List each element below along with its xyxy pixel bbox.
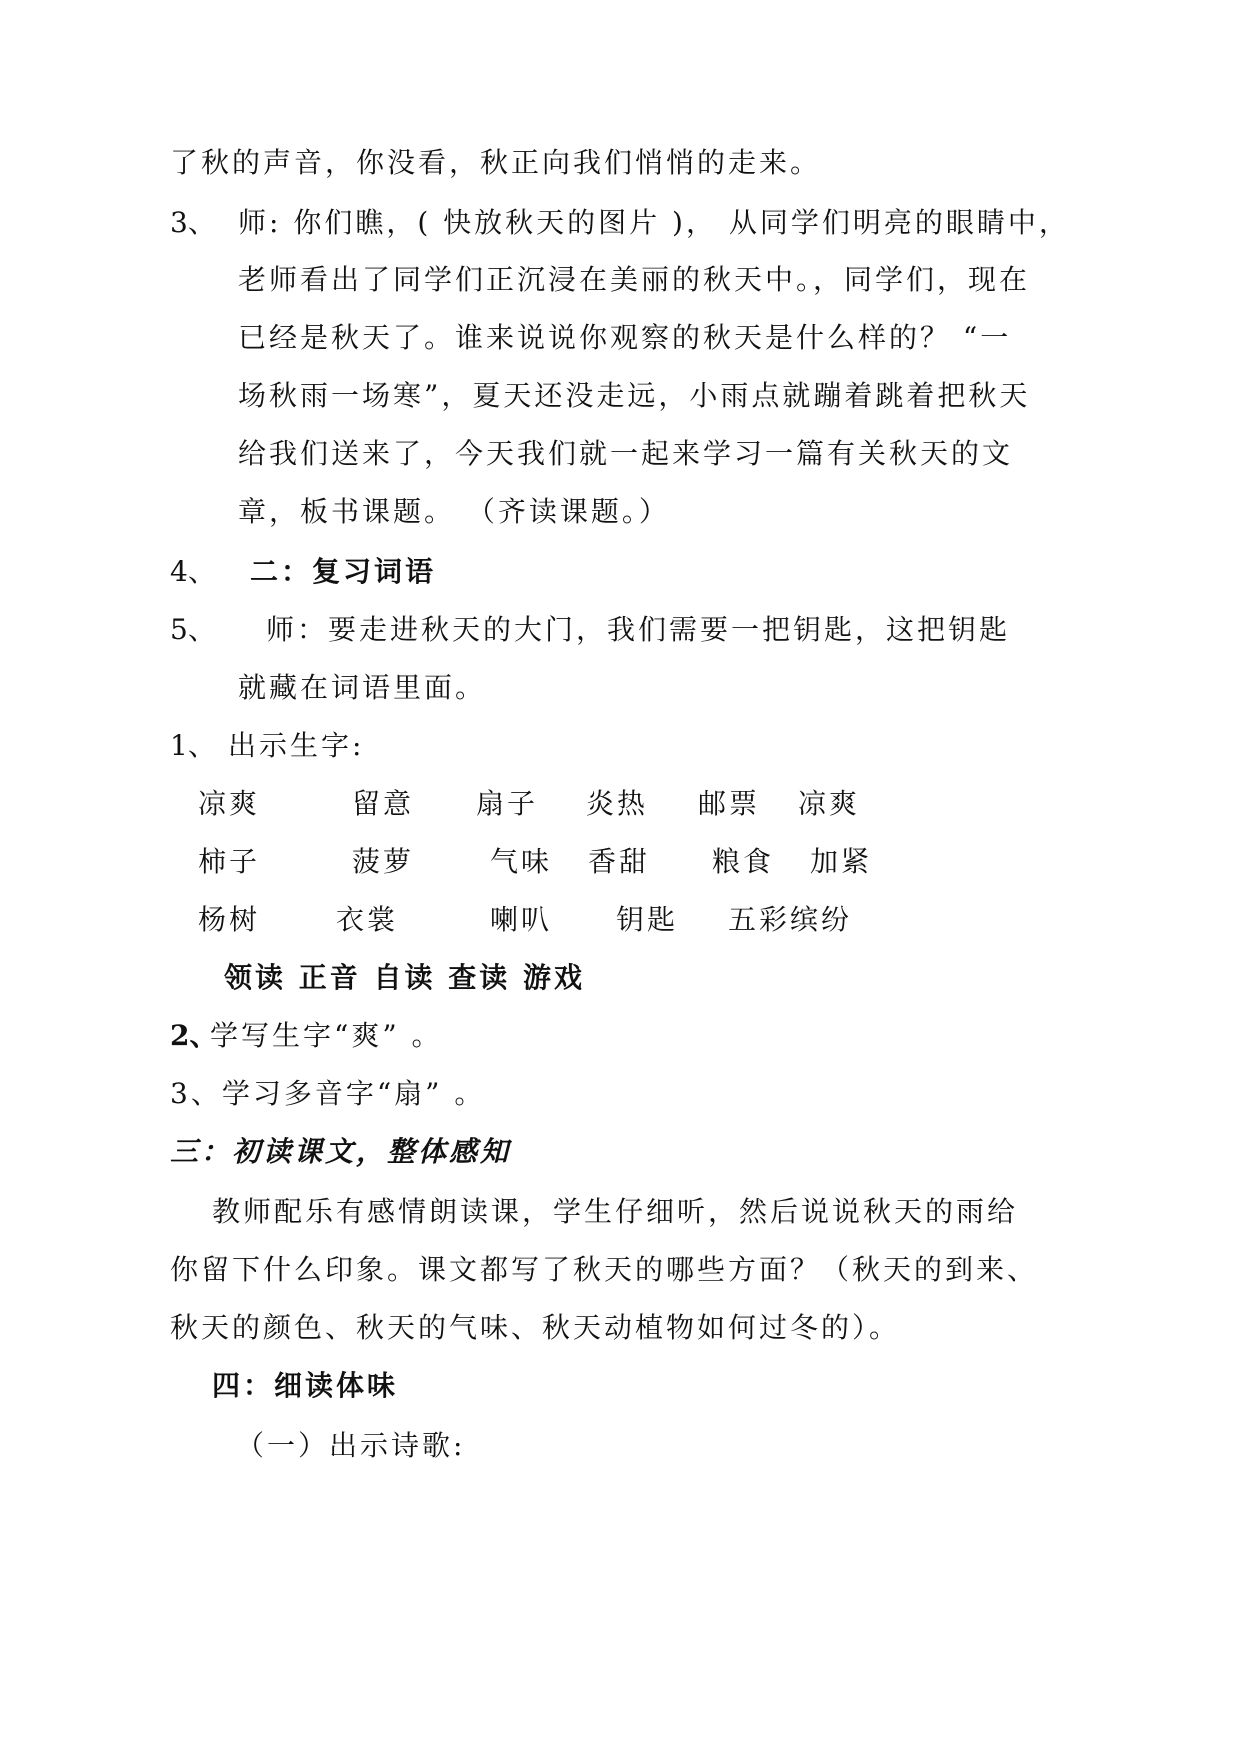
list-number: 4、 (170, 555, 216, 588)
vocab-word: 菠萝 (352, 845, 415, 878)
vocab-word: 粮食 (712, 845, 775, 878)
paragraph-line: 老师看出了同学们正沉浸在美丽的秋天中。，同学们，现在 (238, 263, 1031, 296)
paragraph-line: （一）出示诗歌: (236, 1429, 466, 1462)
vocab-word: 杨树 (198, 903, 261, 936)
list-number: 2、 (170, 1019, 218, 1052)
vocab-word: 衣裳 (336, 903, 399, 936)
paragraph-line: 给我们送来了，今天我们就一起来学习一篇有关秋天的文 (238, 437, 1014, 470)
paragraph-line: 你留下什么印象。课文都写了秋天的哪些方面？（秋天的到来、 (170, 1253, 1039, 1286)
paragraph-line: 师: 你们瞧，( 快放秋天的图片 )， 从同学们明亮的眼睛中， (238, 206, 1070, 239)
vocab-word: 凉爽 (798, 787, 861, 820)
section-heading: 四：细读体味 (212, 1369, 399, 1402)
paragraph-line: 3、学习多音字“扇” 。 (170, 1077, 486, 1110)
paragraph-line: 就藏在词语里面。 (238, 671, 487, 704)
paragraph-line: 师：要走进秋天的大门，我们需要一把钥匙，这把钥匙 (266, 613, 1011, 646)
vocab-word: 邮票 (698, 787, 761, 820)
vocab-word: 炎热 (586, 787, 649, 820)
section-heading: 三：初读课文，整体感知 (170, 1135, 512, 1168)
vocab-word: 扇子 (476, 787, 539, 820)
list-number: 3、 (170, 206, 216, 239)
paragraph-line: 学写生字“爽” 。 (210, 1019, 443, 1052)
paragraph-line: 场秋雨一场寒”，夏天还没走远，小雨点就蹦着跳着把秋天 (238, 379, 1031, 412)
list-number: 1、 (170, 729, 216, 762)
list-number: 5、 (170, 613, 216, 646)
paragraph-line: 秋天的颜色、秋天的气味、秋天动植物如何过冬的）。 (170, 1311, 901, 1344)
section-heading: 二：复习词语 (250, 555, 437, 588)
vocab-word: 气味 (490, 845, 553, 878)
paragraph-line: 出示生字: (228, 729, 365, 762)
vocab-word: 香甜 (588, 845, 651, 878)
vocab-word: 凉爽 (198, 787, 261, 820)
vocab-word: 喇叭 (490, 903, 553, 936)
paragraph-line: 章，板书课题。 （齐读课题。） (238, 495, 670, 528)
vocab-word: 五彩缤纷 (728, 903, 853, 936)
study-steps: 领读 正音 自读 查读 游戏 (224, 961, 585, 994)
vocab-word: 钥匙 (616, 903, 679, 936)
paragraph-line: 已经是秋天了。谁来说说你观察的秋天是什么样的？ “一 (238, 321, 1012, 354)
vocab-word: 加紧 (810, 845, 873, 878)
paragraph-line: 教师配乐有感情朗读课，学生仔细听，然后说说秋天的雨给 (212, 1195, 1019, 1228)
vocab-word: 留意 (352, 787, 415, 820)
vocab-word: 柿子 (198, 845, 261, 878)
paragraph-line: 了秋的声音，你没看，秋正向我们悄悄的走来。 (170, 146, 822, 179)
